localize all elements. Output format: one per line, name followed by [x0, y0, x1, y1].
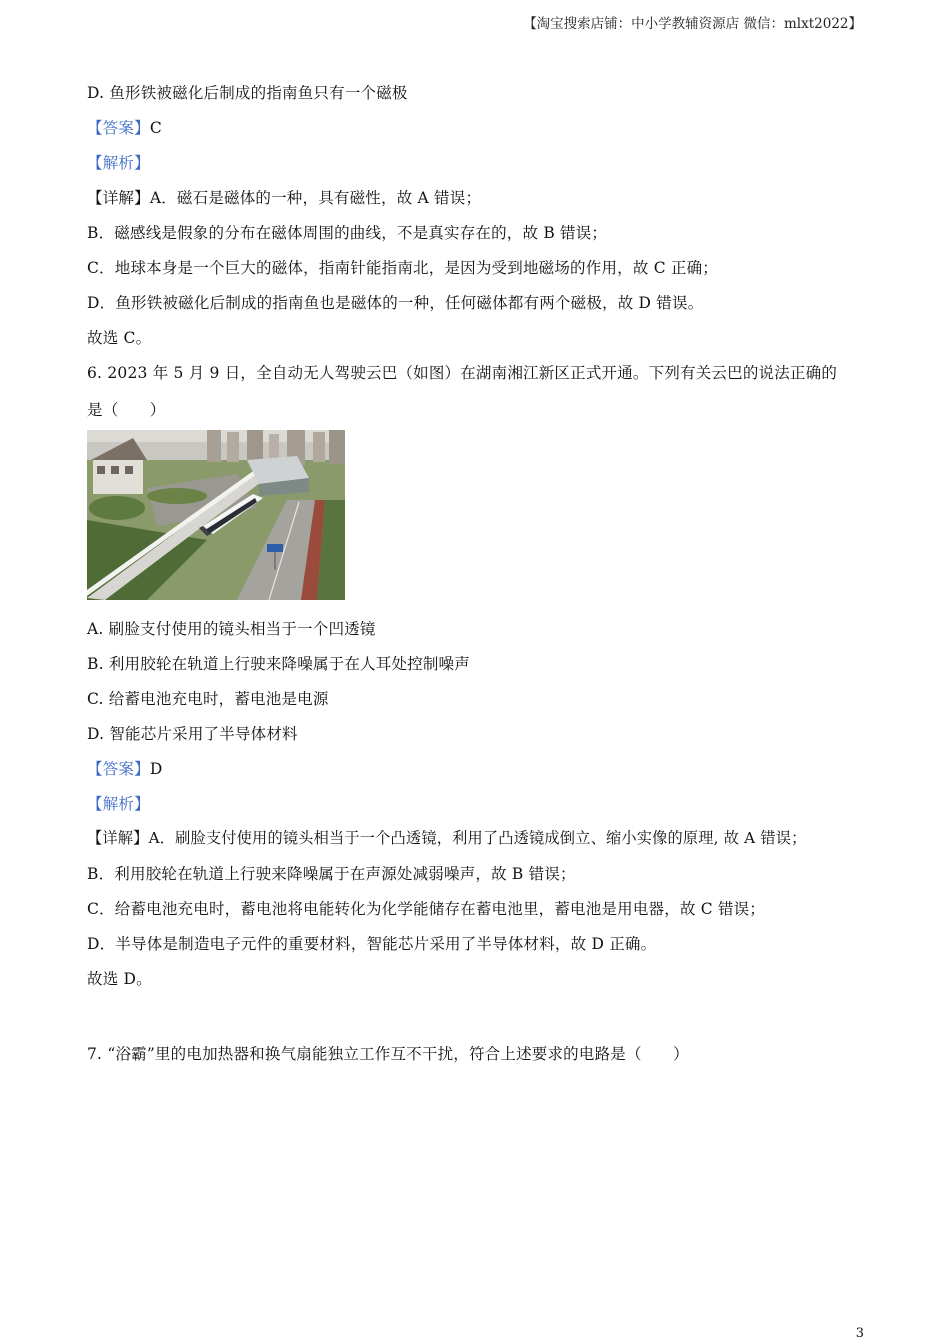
q6-option-a: A. 刷脸支付使用的镜头相当于一个凹透镜: [87, 620, 376, 638]
q7-stem: 7. “浴霸”里的电加热器和换气扇能独立工作互不干扰，符合上述要求的电路是（ ）: [87, 1045, 689, 1063]
q6-option-d: D. 智能芯片采用了半导体材料: [87, 725, 298, 743]
answer-value: D: [149, 760, 163, 778]
answer-label: 【答案】: [87, 119, 150, 137]
page-number: 3: [855, 1326, 864, 1341]
page-header: 【淘宝搜索店铺：中小学教辅资源店 微信：mlxt2022】: [523, 16, 862, 32]
q6-answer: [87, 757, 162, 779]
q5-answer: [87, 116, 162, 138]
q5-conclusion: 故选 C。: [87, 329, 152, 347]
detail-label: 【详解】: [87, 829, 149, 847]
q6-detail-d: D．半导体是制造电子元件的重要材料，智能芯片采用了半导体材料，故 D 正确。: [87, 935, 657, 953]
answer-label: 【答案】: [87, 760, 150, 778]
q5-detail-a: [87, 186, 481, 208]
detail-a-text: A．磁石是磁体的一种，具有磁性，故 A 错误；: [149, 189, 482, 207]
detail-label: 【详解】: [87, 189, 150, 207]
q6-conclusion: 故选 D。: [87, 970, 152, 988]
q5-detail-b: B．磁感线是假象的分布在磁体周围的曲线，不是真实存在的，故 B 错误；: [87, 224, 608, 242]
q6-option-b: B. 利用胶轮在轨道上行驶来降噪属于在人耳处控制噪声: [87, 655, 470, 673]
q6-analysis-label: 【解析】: [87, 795, 150, 813]
q5-option-d: D. 鱼形铁被磁化后制成的指南鱼只有一个磁极: [87, 84, 408, 102]
q5-analysis-label: 【解析】: [87, 154, 150, 172]
answer-value: C: [149, 119, 162, 137]
q6-detail-a: [87, 827, 807, 848]
detail-a-text: A．刷脸支付使用的镜头相当于一个凸透镜，利用了凸透镜成倒立、缩小实像的原理, 故 A 错误；: [148, 829, 807, 847]
q5-detail-c: C．地球本身是一个巨大的磁体，指南针能指南北，是因为受到地磁场的作用，故 C 正确；: [87, 259, 718, 277]
q6-detail-b: B．利用胶轮在轨道上行驶来降噪属于在声源处减弱噪声，故 B 错误；: [87, 865, 576, 883]
q6-stem-line1: 6. 2023 年 5 月 9 日，全自动无人驾驶云巴（如图）在湖南湘江新区正式开通。下列有关云巴的说法正确的: [87, 364, 838, 382]
cloud-rail-photo: [87, 430, 345, 600]
q6-detail-c: C．给蓄电池充电时，蓄电池将电能转化为化学能储存在蓄电池里，蓄电池是用电器，故 C 错误；: [87, 900, 766, 918]
q5-detail-d: D．鱼形铁被磁化后制成的指南鱼也是磁体的一种，任何磁体都有两个磁极，故 D 错误。: [87, 294, 704, 312]
q6-option-c: C. 给蓄电池充电时，蓄电池是电源: [87, 690, 329, 708]
q6-stem-line2: 是（ ）: [87, 401, 166, 419]
